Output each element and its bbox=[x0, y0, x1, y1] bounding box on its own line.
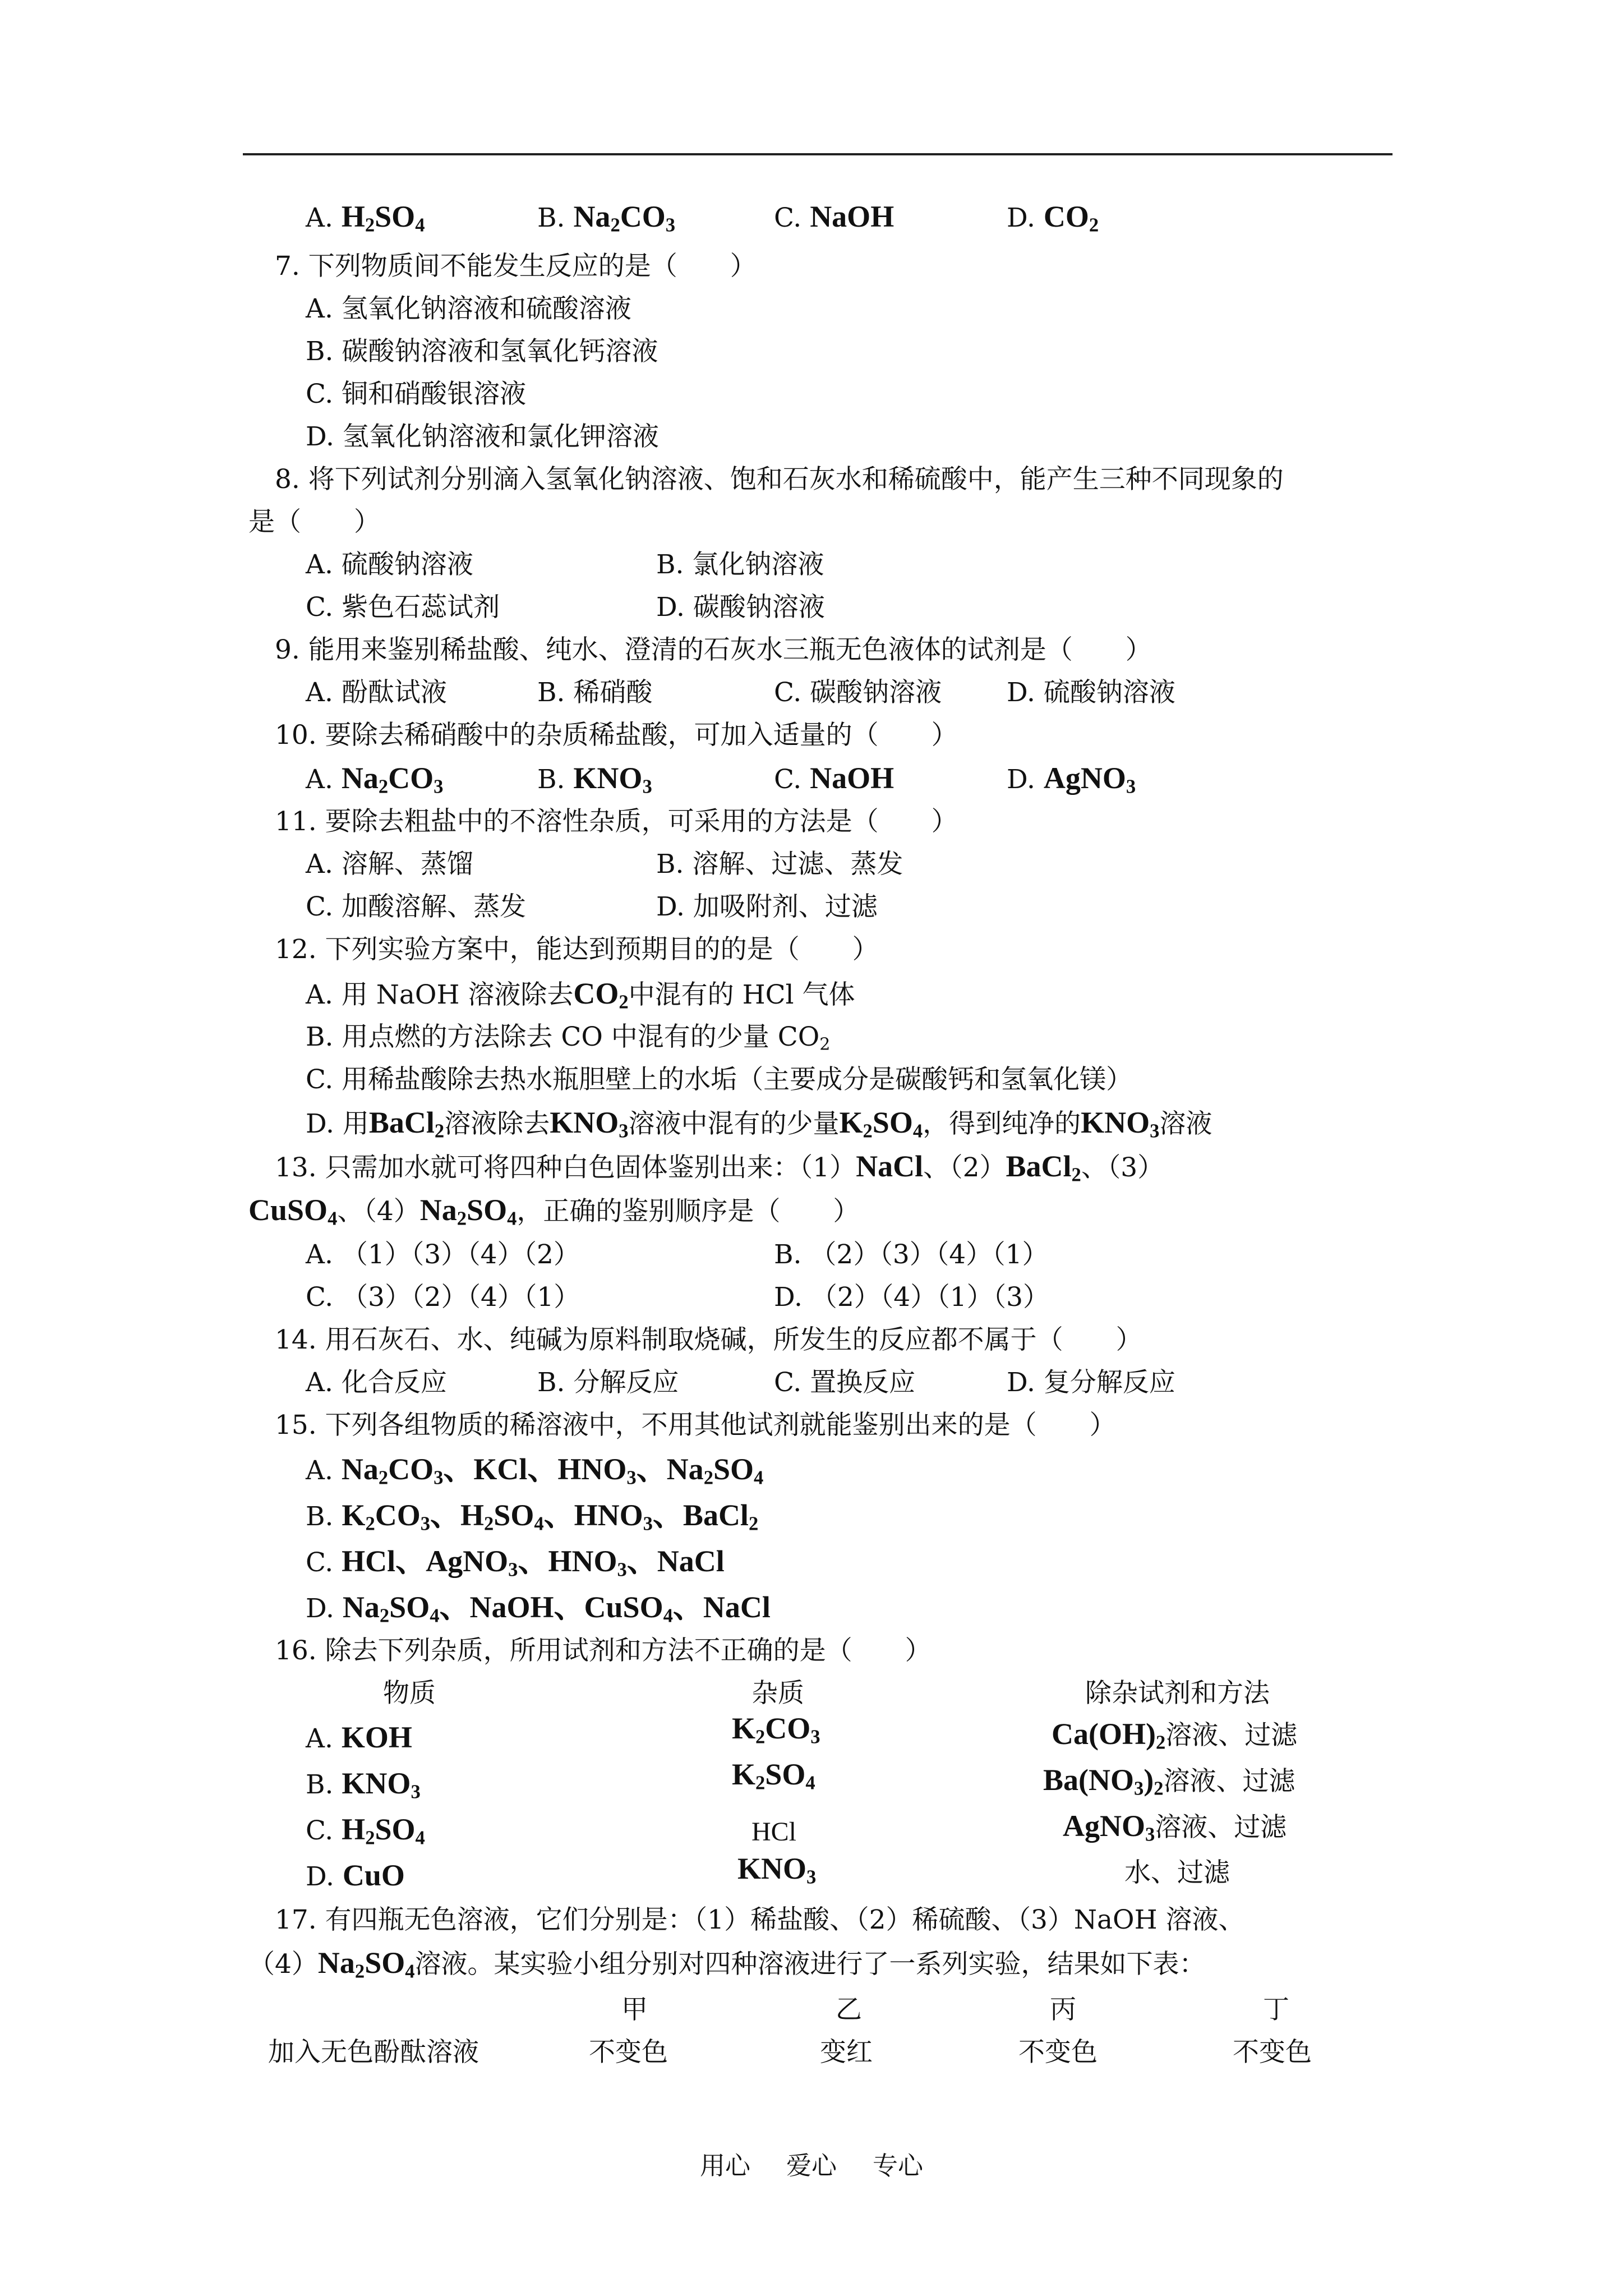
q11-stem: 11. 要除去粗盐中的不溶性杂质，可采用的方法是（ ） bbox=[275, 806, 958, 837]
header-rule bbox=[243, 153, 1393, 155]
q12-stem: 12. 下列实验方案中，能达到预期目的的是（ ） bbox=[275, 934, 879, 965]
q14-option-b: B. 分解反应 bbox=[537, 1367, 679, 1398]
q17-table-header-4: 丁 bbox=[1263, 1994, 1289, 2025]
q9-option-d: D. 硫酸钠溶液 bbox=[1007, 677, 1175, 708]
q17-stem-line1: 17. 有四瓶无色溶液，它们分别是：（1）稀盐酸、（2）稀硫酸、（3）NaOH 溶液、 bbox=[275, 1904, 1245, 1935]
q17-table-header-2: 乙 bbox=[836, 1994, 862, 2025]
q16-row-d-method: 水、过滤 bbox=[1124, 1857, 1230, 1888]
q6-option-d: D. $CO_2$ bbox=[1007, 200, 1099, 236]
q16-col-substance: 物质 bbox=[383, 1678, 436, 1709]
q17-table-header-3: 丙 bbox=[1050, 1994, 1076, 2025]
q17-table-cell-2: 变红 bbox=[820, 2037, 873, 2068]
q13-stem-line1: 13. 只需加水就可将四种白色固体鉴别出来：（1）NaCl、（2）BaCl$_2$、（3） bbox=[275, 1149, 1164, 1186]
q7-option-b: B. 碳酸钠溶液和氢氧化钙溶液 bbox=[306, 336, 658, 367]
q16-row-a-method: $Ca(OH)_2$溶液、过滤 bbox=[1052, 1717, 1298, 1754]
q17-table-cell-1: 不变色 bbox=[589, 2037, 668, 2068]
q9-stem: 9. 能用来鉴别稀盐酸、纯水、澄清的石灰水三瓶无色液体的试剂是（ ） bbox=[275, 634, 1152, 665]
q16-row-b-impurity: $K_2SO_4$ bbox=[732, 1757, 815, 1794]
q16-col-impurity: 杂质 bbox=[751, 1678, 804, 1709]
q16-row-d-substance: D. CuO bbox=[306, 1858, 405, 1892]
q14-option-d: D. 复分解反应 bbox=[1007, 1367, 1175, 1398]
q15-option-d: D. $Na_2SO_4$、NaOH、CuSO$_4$、NaCl bbox=[306, 1590, 771, 1627]
q12-option-b: B. 用点燃的方法除去 CO 中混有的少量 $CO_2$ bbox=[306, 1022, 831, 1055]
q11-option-d: D. 加吸附剂、过滤 bbox=[656, 891, 878, 922]
q16-row-c-substance: C. $H_2SO_4$ bbox=[306, 1812, 425, 1849]
q11-option-a: A. 溶解、蒸馏 bbox=[306, 849, 473, 880]
q16-stem: 16. 除去下列杂质，所用试剂和方法不正确的是（ ） bbox=[275, 1635, 932, 1666]
q14-stem: 14. 用石灰石、水、纯碱为原料制取烧碱，所发生的反应都不属于（ ） bbox=[275, 1324, 1142, 1355]
q13-stem-line2: CuSO$_4$、$(4)Na_2SO_4$，正确的鉴别顺序是（ ） bbox=[248, 1193, 860, 1230]
page-footer bbox=[0, 2145, 1623, 2182]
q13-option-d: D. （2）（4）（1）（3） bbox=[774, 1282, 1049, 1313]
q7-option-a: A. 氢氧化钠溶液和硫酸溶液 bbox=[306, 293, 631, 324]
q8-stem-line1: 8. 将下列试剂分别滴入氢氧化钠溶液、饱和石灰水和稀硫酸中，能产生三种不同现象的 bbox=[275, 464, 1284, 495]
q8-option-c: C. 紫色石蕊试剂 bbox=[306, 592, 500, 623]
q9-option-a: A. 酚酞试液 bbox=[306, 677, 447, 708]
q17-table-header-1: 甲 bbox=[621, 1994, 648, 2025]
q13-option-c: C. （3）（2）（4）（1） bbox=[306, 1282, 580, 1313]
q8-option-a: A. 硫酸钠溶液 bbox=[306, 549, 473, 580]
q16-row-d-impurity: $KNO_3$ bbox=[737, 1852, 817, 1888]
q17-table-cell-3: 不变色 bbox=[1018, 2037, 1098, 2068]
q10-option-b: B. $KNO_3$ bbox=[537, 761, 652, 798]
footer-text-3: 专心 bbox=[873, 2151, 924, 2180]
q10-option-d: D. AgNO$_3$ bbox=[1007, 761, 1136, 798]
q10-stem: 10. 要除去稀硝酸中的杂质稀盐酸，可加入适量的（ ） bbox=[275, 720, 958, 751]
q13-option-a: A. （1）（3）（4）（2） bbox=[306, 1239, 580, 1270]
q14-option-a: A. 化合反应 bbox=[306, 1367, 447, 1398]
q8-option-d: D. 碳酸钠溶液 bbox=[656, 592, 825, 623]
q16-row-c-method: AgNO$_3$溶液、过滤 bbox=[1063, 1809, 1287, 1846]
q13-option-b: B. （2）（3）（4）（1） bbox=[774, 1239, 1049, 1270]
q9-option-c: C. 碳酸钠溶液 bbox=[774, 677, 942, 708]
q17-stem-line2: $(4)Na_2SO_4$溶液。某实验小组分别对四种溶液进行了一系列实验，结果如下表： bbox=[248, 1946, 1206, 1982]
q7-option-d: D. 氢氧化钠溶液和氯化钾溶液 bbox=[306, 421, 659, 452]
q12-option-c: C. 用稀盐酸除去热水瓶胆壁上的水垢（主要成分是碳酸钙和氢氧化镁） bbox=[306, 1064, 1133, 1095]
q8-stem-line2: 是（ ） bbox=[248, 507, 380, 537]
q8-option-b: B. 氯化钠溶液 bbox=[656, 549, 824, 580]
q15-option-b: B. $K_2CO_3$、$H_2SO_4$、$HNO_3$、BaCl$_2$ bbox=[306, 1498, 759, 1535]
q16-row-a-impurity: $K_2CO_3$ bbox=[732, 1711, 820, 1748]
q17-table-cell-4: 不变色 bbox=[1233, 2037, 1312, 2068]
q16-col-method: 除杂试剂和方法 bbox=[1085, 1678, 1270, 1709]
q12-option-a: A. 用 NaOH 溶液除去$CO_2$中混有的 HCl 气体 bbox=[306, 977, 855, 1013]
q14-option-c: C. 置换反应 bbox=[774, 1367, 916, 1398]
q15-option-c: C. HCl、AgNO$_3$、$HNO_3$、NaCl bbox=[306, 1544, 725, 1581]
q6-option-b: B. $Na_2CO_3$ bbox=[537, 200, 675, 236]
footer-text-1: 用心 bbox=[699, 2151, 750, 2180]
q11-option-b: B. 溶解、过滤、蒸发 bbox=[656, 849, 903, 880]
q17-table-row-label: 加入无色酚酞溶液 bbox=[268, 2037, 479, 2068]
q7-stem: 7. 下列物质间不能发生反应的是（ ） bbox=[275, 251, 757, 282]
q11-option-c: C. 加酸溶解、蒸发 bbox=[306, 891, 527, 922]
q16-row-b-substance: B. $KNO_3$ bbox=[306, 1766, 421, 1803]
q16-row-b-method: $Ba(NO_3)_2$溶液、过滤 bbox=[1043, 1763, 1295, 1800]
q15-stem: 15. 下列各组物质的稀溶液中，不用其他试剂就能鉴别出来的是（ ） bbox=[275, 1410, 1116, 1441]
q6-option-a: A. $H_2SO_4$ bbox=[306, 200, 425, 236]
q10-option-c: C. NaOH bbox=[774, 761, 895, 795]
q6-option-c: C. NaOH bbox=[774, 200, 895, 233]
q7-option-c: C. 铜和硝酸银溶液 bbox=[306, 379, 527, 409]
q12-option-d: D. 用BaCl$_2$溶液除去$KNO_3$溶液中混有的少量$K_2SO_4$，得到纯净的$KNO_3$溶液 bbox=[306, 1106, 1212, 1142]
q10-option-a: A. $Na_2CO_3$ bbox=[306, 761, 444, 798]
q9-option-b: B. 稀硝酸 bbox=[537, 677, 653, 708]
footer-text-2: 爱心 bbox=[786, 2151, 837, 2180]
q16-row-c-impurity: HCl bbox=[751, 1817, 797, 1847]
q15-option-a: A. $Na_2CO_3$、KCl、$HNO_3$、$Na_2SO_4$ bbox=[306, 1452, 764, 1489]
q16-row-a-substance: A. KOH bbox=[306, 1720, 412, 1754]
